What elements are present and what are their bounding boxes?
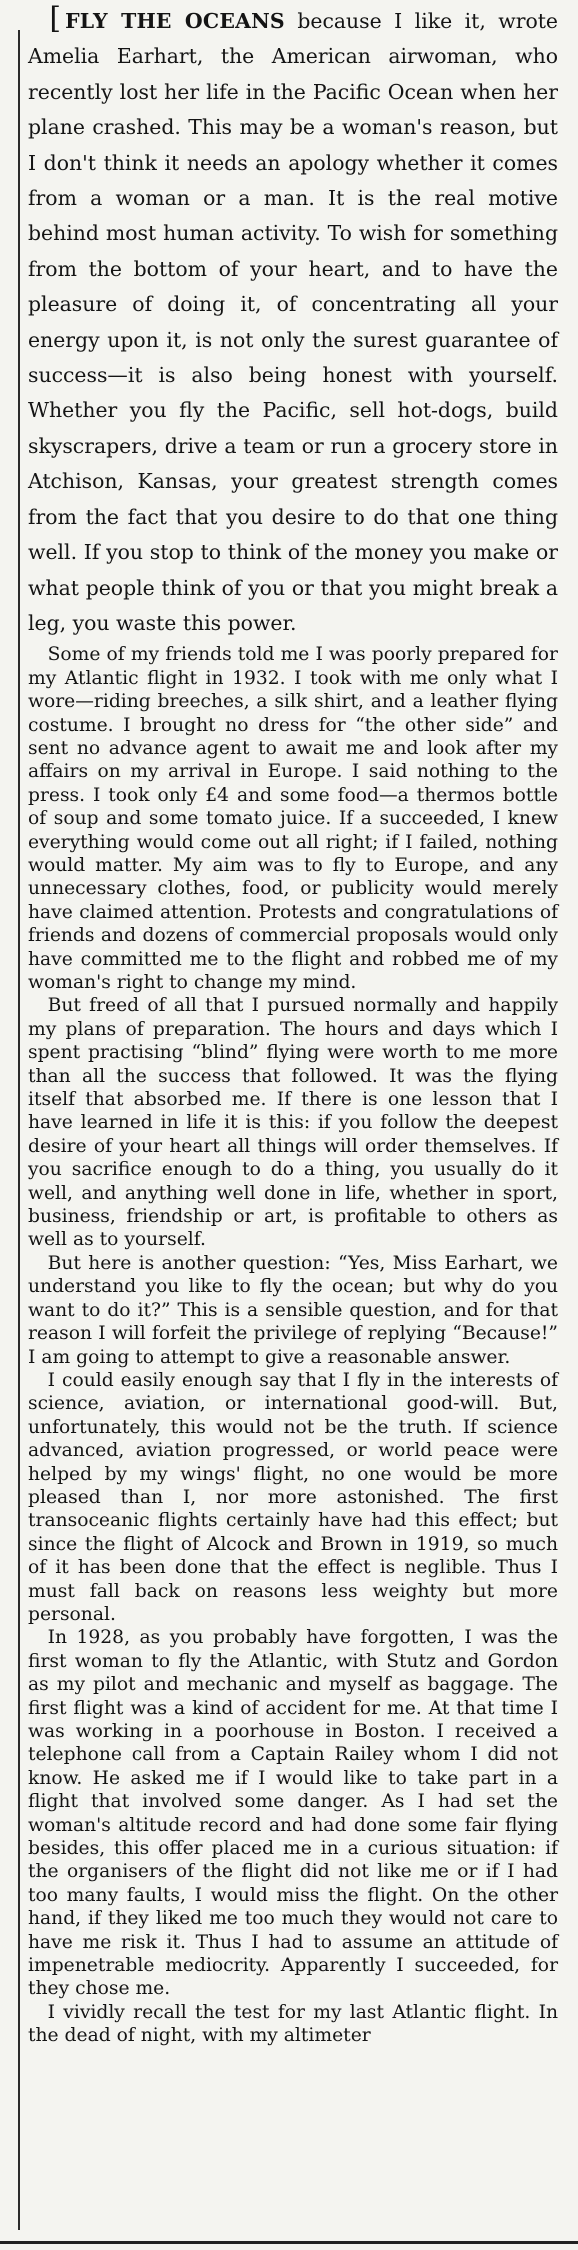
paragraph-1: Some of my friends told me I was poorly prepared for my Atlantic flight in 1932. I took with me only what I wore—riding breeches, a silk shirt, and a leather flying costume. I brought no dress for “the other side” and sent no advance agent to await me and look after my affairs on my arrival in Europe. I said nothing to the press. I took only £4 and some food—a thermos bottle of soup and some tomato juice. If a succeeded, I knew everything would come out all right; if I failed, nothing would matter. My aim was to fly to Europe, and any unnecessary clothes, food, or publicity would merely have claimed attention. Protests and congratulations of friends and dozens of commercial proposals would only have committed me to the flight and robbed me of my woman's right to change my mind. — [28, 644, 558, 993]
paragraph-2: But freed of all that I pursued normally and happily my plans of preparation. The hours and days which I spent practising “blind” flying were worth to me more than all the success that followed. It was the flying itself that absorbed me. If there is one lesson that I have learned in life it is this: if you follow the deepest desire of your heart all things will order themselves. If you sacrifice enough to do a thing, you usually do it well, and anything well done in life, whether in sport, business, friendship or art, is profitable to others as well as to yourself. — [28, 995, 558, 1251]
bottom-rule — [0, 2241, 578, 2244]
paragraph-5: In 1928, as you probably have forgotten, I was the first woman to fly the Atlantic, with Stutz and Gordon as my pilot and mechanic and myself as baggage. The first flight was a kind of accident for me. At that time I was working in a poorhouse in Boston. I received a telephone call from a Captain Railey whom I did not know. He asked me if I would like to take part in a flight that involved some danger. As I had set the woman's altitude record and had done some fair flying besides, this offer placed me in a curious situation: if the organisers of the flight did not like me or if I had too many faults, I would miss the flight. On the other hand, if they liked me too much they would not care to have me risk it. Thus I had to assume an attitude of impenetrable mediocrity. Apparently I succeeded, for they chose me. — [28, 1627, 558, 2000]
intro-paragraph — [28, 1, 558, 641]
paragraph-6: I vividly recall the test for my last Atlantic flight. In the dead of night, with my altimeter — [28, 2001, 558, 2047]
paragraph-4: I could easily enough say that I fly in the interests of science, aviation, or international good-will. But, unfortunately, this would not be the truth. If science advanced, aviation progressed, or world peace were helped by my wings' flight, no one would be more pleased than I, nor more astonished. The first transoceanic flights certainly have had this effect; but since the flight of Alcock and Brown in 1919, so much of it has been done that the effect is neglible. Thus I must fall back on reasons less weighty but more personal. — [28, 1369, 558, 1625]
lead-in-caps: FLY THE OCEANS — [65, 9, 285, 33]
opening-bracket-mark: [ — [49, 1, 62, 36]
paragraph-3: But here is another question: “Yes, Miss Earhart, we understand you like to fly the ocean; but why do you want to do it?” This is a sensible question, and for that reason I will forfeit the privilege of replying “Because!” I am going to attempt to give a reasonable answer. — [28, 1252, 558, 1368]
intro-text: because I like it, wrote Amelia Earhart, the American airwoman, who recently lost her life in the Pacific Ocean when her plane crashed. This may be a woman's reason, but I don't think it needs an apology whether it comes from a woman or a man. It is the real motive behind most human activity. To wish for something from the bottom of your heart, and to have the pleasure of doing it, of concentrating all your energy upon it, is not only the surest guarantee of success—it is also being honest with yourself. Whether you fly the Pacific, sell hot-dogs, build skyscrapers, drive a team or run a grocery store in Atchison, Kansas, your greatest strength comes from the fact that you desire to do that one thing well. If you stop to think of the money you make or what people think of you or that you might break a leg, you waste this power. — [28, 9, 558, 635]
article-column — [28, 1, 558, 2048]
column-left-rule — [18, 30, 20, 2230]
